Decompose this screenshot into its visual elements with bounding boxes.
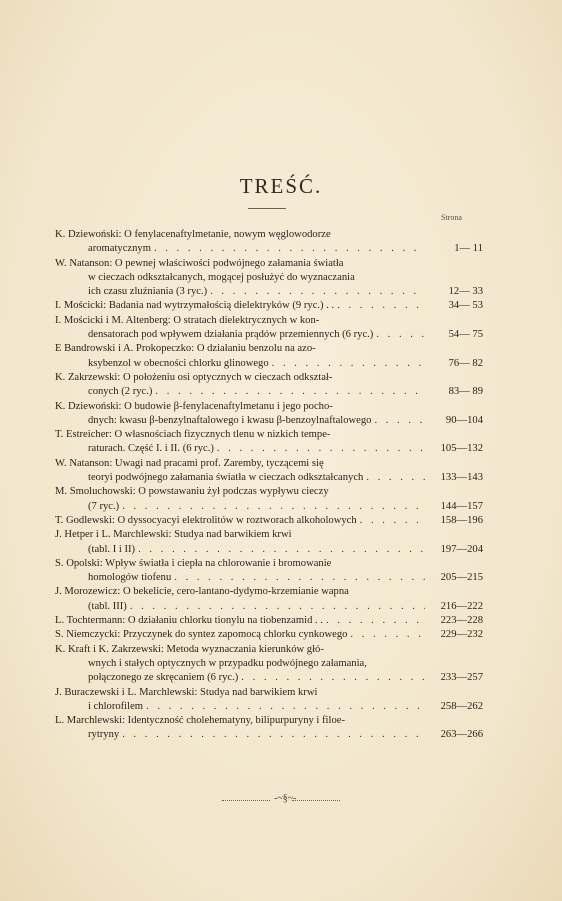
toc-page-range: 205—215: [440, 572, 483, 584]
leader-dots: [347, 628, 425, 642]
toc-entry-text: W. Natanson: O pewnej właściwości podwójnego załamania światła: [55, 257, 344, 269]
toc-entry-line: [55, 257, 483, 271]
toc-page-range: 233—257: [440, 672, 483, 684]
toc-entry: [55, 371, 483, 400]
line-spacer: [330, 428, 483, 442]
toc-entry: [55, 686, 483, 715]
toc-entry-text: K. Kraft i K. Zakrzewski: Metoda wyznaczania kierunków głó-: [55, 643, 324, 655]
toc-entry-text: (tabl. I i II): [88, 543, 136, 555]
toc-entry: [55, 314, 483, 343]
toc-page-range: 258—262: [440, 700, 483, 712]
toc-entry-text: (tabl. III): [88, 600, 127, 612]
toc-entry-text: K. Dziewoński: O fenylacenaftylmetanie, nowym węglowodorze: [55, 229, 331, 240]
toc-entry-text: J. Hetper i L. Marchlewski: Studya nad barwikiem krwi: [55, 529, 292, 541]
toc-entry: [55, 257, 483, 300]
leader-dots: [135, 543, 425, 557]
toc-entry-text: S. Niemczycki: Przyczynek do syntez zapomocą chlorku cynkowego: [55, 629, 348, 641]
toc-entry-text: teoryi podwójnego załamania światła w cieczach odkształcanych: [88, 472, 364, 484]
toc-entry-line: [55, 686, 483, 700]
toc-entry-line: [55, 585, 483, 599]
toc-entry-text: wnych i stałych optycznych w przypadku podwójnego załamania,: [88, 657, 367, 669]
table-of-contents: [55, 228, 483, 743]
toc-page-range: 223—228: [440, 615, 483, 627]
end-ornament-rule: [222, 795, 340, 805]
toc-entry-line: [55, 471, 483, 485]
toc-entry-text: raturach. Część I. i II. (6 ryc.): [88, 443, 214, 455]
toc-entry-text: W. Natanson: Uwagi nad pracami prof. Zaremby, tyczącemi się: [55, 457, 324, 469]
toc-entry-line: [55, 328, 483, 342]
title-underline: [248, 208, 286, 209]
toc-page-range: 229—232: [440, 629, 483, 641]
toc-entry-line: [55, 543, 483, 557]
toc-page-range: 34— 53: [448, 300, 483, 312]
leader-dots: [334, 299, 425, 313]
page-title: TREŚĆ.: [239, 174, 323, 198]
line-spacer: [331, 228, 483, 242]
leader-dots: [143, 700, 425, 714]
toc-entry-line: [55, 371, 483, 385]
toc-entry: [55, 614, 483, 628]
toc-entry-text: (7 ryc.): [88, 500, 120, 512]
toc-entry-line: [55, 528, 483, 542]
toc-entry-text: rytryny: [88, 729, 120, 741]
toc-entry: [55, 299, 483, 313]
toc-entry-line: [55, 657, 483, 671]
toc-entry: [55, 400, 483, 429]
toc-entry-text: T. Godlewski: O dyssocyacyi elektrolitów w roztworach alkoholowych: [55, 514, 357, 526]
toc-entry: [55, 228, 483, 257]
line-spacer: [317, 686, 483, 700]
toc-entry-line: [55, 600, 483, 614]
toc-entry-line: [55, 314, 483, 328]
toc-entry-text: J. Morozewicz: O bekelicie, cero-lantano-dydymo-krzemianie wapna: [55, 586, 349, 598]
toc-entry-text: połączonego ze skręcaniem (6 ryc.): [88, 672, 239, 684]
toc-entry-text: J. Buraczewski i L. Marchlewski: Studya nad barwikiem krwi: [55, 686, 318, 698]
toc-entry-line: [55, 557, 483, 571]
toc-entry: [55, 528, 483, 557]
toc-entry: [55, 628, 483, 642]
leader-dots: [371, 414, 425, 428]
toc-page-range: 197—204: [440, 543, 483, 555]
toc-entry-line: [55, 242, 483, 256]
ornament-line-right: [292, 800, 340, 801]
toc-entry-line: [55, 628, 483, 642]
toc-entry-line: [55, 728, 483, 742]
line-spacer: [324, 643, 483, 657]
leader-dots: [323, 614, 425, 628]
toc-entry-text: dnych: kwasu β-benzylnaftalowego i kwasu β-benzoylnaftalowego: [88, 414, 372, 426]
leader-dots: [363, 471, 425, 485]
toc-entry-text: T. Estreicher: O własnościach fizycznych tlenu w nizkich tempe-: [55, 429, 331, 441]
line-spacer: [333, 400, 483, 414]
line-spacer: [292, 528, 483, 542]
leader-dots: [152, 385, 425, 399]
toc-entry-text: homologów tiofenu: [88, 572, 172, 584]
toc-entry-line: [55, 457, 483, 471]
ornament-glyph: -~§~-: [274, 793, 297, 804]
toc-entry-line: [55, 671, 483, 685]
leader-dots: [238, 671, 425, 685]
toc-entry-line: [55, 271, 483, 285]
toc-page-range: 158—196: [440, 514, 483, 526]
toc-entry-text: K. Zakrzewski: O położeniu osi optycznych w cieczach odkształ-: [55, 371, 333, 383]
leader-dots: [119, 500, 425, 514]
toc-entry-text: S. Opolski: Wpływ światła i ciepła na chlorowanie i bromowanie: [55, 557, 332, 569]
toc-entry-text: ich czasu zluźniania (3 ryc.): [88, 286, 208, 298]
page-column-header: Strona: [441, 213, 462, 222]
toc-entry-line: [55, 414, 483, 428]
line-spacer: [355, 271, 483, 285]
toc-entry-line: [55, 700, 483, 714]
toc-entry: [55, 714, 483, 743]
line-spacer: [332, 371, 483, 385]
toc-entry: [55, 428, 483, 457]
toc-entry-line: [55, 299, 483, 313]
toc-entry-text: I. Mościcki: Badania nad wytrzymałością dielektryków (9 ryc.) . .: [55, 300, 335, 312]
toc-entry-line: [55, 357, 483, 371]
line-spacer: [324, 457, 483, 471]
toc-entry: [55, 485, 483, 514]
toc-page-range: 12— 33: [448, 286, 483, 298]
ornament-line-left: [222, 800, 270, 801]
toc-page-range: 105—132: [440, 443, 483, 455]
toc-entry: [55, 585, 483, 614]
toc-entry: [55, 643, 483, 686]
toc-entry-text: i chlorofilem: [88, 700, 144, 712]
toc-page-range: 144—157: [440, 500, 483, 512]
line-spacer: [316, 342, 483, 356]
line-spacer: [345, 714, 483, 728]
toc-entry-text: K. Dziewoński: O budowie β-fenylacenaftylmetanu i jego pocho-: [55, 400, 333, 412]
leader-dots: [373, 328, 425, 342]
toc-entry-text: I. Mościcki i M. Altenberg: O stratach dielektrycznych w kon-: [55, 314, 320, 326]
toc-page-range: 76— 82: [448, 357, 483, 369]
toc-entry-text: L. Tochtermann: O działaniu chlorku tionylu na tiobenzamid . .: [55, 615, 323, 627]
toc-entry-text: L. Marchlewski: Identyczność cholehematyny, bilipurpuryny i filoe-: [55, 715, 345, 727]
toc-entry-line: [55, 442, 483, 456]
toc-entry-line: [55, 714, 483, 728]
leader-dots: [214, 442, 425, 456]
toc-entry-text: conych (2 ryc.): [88, 386, 153, 398]
leader-dots: [171, 571, 425, 585]
toc-page-range: 90—104: [445, 414, 483, 426]
toc-entry-text: w cieczach odkształcanych, mogącej posłużyć do wyznaczania: [88, 271, 355, 283]
toc-entry-line: [55, 342, 483, 356]
toc-entry-line: [55, 614, 483, 628]
toc-entry-line: [55, 385, 483, 399]
toc-page-range: 83— 89: [448, 386, 483, 398]
toc-page-range: 263—266: [440, 729, 483, 741]
toc-entry-line: [55, 400, 483, 414]
line-spacer: [344, 257, 483, 271]
line-spacer: [331, 557, 483, 571]
toc-entry-line: [55, 500, 483, 514]
toc-entry-line: [55, 228, 483, 242]
toc-entry-line: [55, 285, 483, 299]
toc-entry: [55, 557, 483, 586]
line-spacer: [349, 585, 483, 599]
toc-entry-text: M. Smoluchowski: O powstawaniu żył podczas wypływu cieczy: [55, 486, 329, 498]
line-spacer: [367, 657, 483, 671]
toc-entry-line: [55, 514, 483, 528]
toc-entry-line: [55, 485, 483, 499]
toc-entry: [55, 342, 483, 371]
toc-entry: [55, 457, 483, 486]
leader-dots: [207, 285, 425, 299]
toc-entry-line: [55, 571, 483, 585]
toc-entry-text: densatorach pod wpływem działania prądów przemiennych (6 ryc.): [88, 329, 374, 341]
toc-page-range: 54— 75: [448, 329, 483, 341]
line-spacer: [329, 485, 483, 499]
toc-entry-text: aromatycznym: [88, 243, 151, 255]
toc-entry-line: [55, 643, 483, 657]
toc-page-range: 133—143: [440, 472, 483, 484]
toc-entry-text: E Bandrowski i A. Prokopeczko: O działaniu benzolu na azo-: [55, 343, 316, 355]
line-spacer: [319, 314, 483, 328]
leader-dots: [269, 357, 425, 371]
leader-dots: [151, 242, 425, 256]
leader-dots: [119, 728, 425, 742]
leader-dots: [357, 514, 425, 528]
toc-page-range: 1— 11: [454, 243, 483, 255]
leader-dots: [127, 600, 425, 614]
toc-entry-line: [55, 428, 483, 442]
toc-page-range: 216—222: [440, 600, 483, 612]
toc-entry: [55, 514, 483, 528]
toc-entry-text: ksybenzol w obecności chlorku glinowego: [88, 357, 269, 369]
